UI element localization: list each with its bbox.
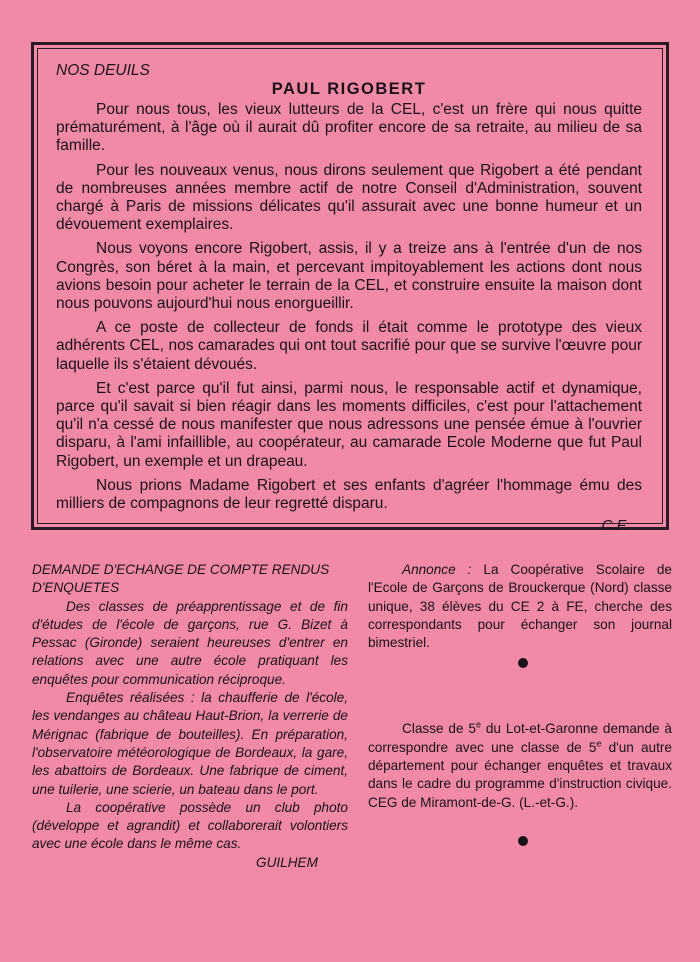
superscript: e	[596, 738, 602, 749]
announcements-column	[368, 561, 672, 812]
obituary-paragraph: Nous voyons encore Rigobert, assis, il y a treize ans à l'entrée d'un de nos Congrès, son béret à la main, et percevant impitoyablement les actions dont nous avions besoin pour acheter le terrain de la CEL, et construire ensuite la maison dont nous pouvons aujourd'hui nous enorgueillir.	[56, 240, 642, 313]
second-announcement-text: d'un autre département pour échanger enquêtes et travaux dans le cadre du programme d'instruction civique. CEG de Miramont-de-G. (L.-et-G.).	[368, 739, 672, 810]
obituary-title: PAUL RIGOBERT	[271, 80, 427, 98]
announcement-label: Annonce :	[402, 562, 472, 577]
announcement-text: La Coopérative Scolaire de l'Ecole de Garçons de Brouckerque (Nord) classe unique, 38 élèves du CE 2 à FE, cherche des correspondants pour échanger son journal bimestriel.	[368, 562, 672, 651]
exchange-request-column	[32, 561, 348, 872]
obituary-box	[31, 42, 669, 535]
exchange-request-paragraph: La coopérative possède un club photo (développe et agrandit) et collaborerait volontiers avec une école dans le même cas.	[32, 799, 348, 852]
second-announcement-text: du Lot-et-Garonne demande à correspondre avec une classe de 5	[368, 721, 672, 755]
exchange-request-paragraph: Enquêtes réalisées : la chaufferie de l'école, les vendanges au château Haut-Brion, la verrerie de Mérignac (fabrique de bouteilles). En préparation, l'observatoire météorologique de Bordeaux, la gare, les abattoirs de Bordeaux. Une fabrique de ciment, une tuilerie, une scierie, un bateau dans le port.	[32, 690, 348, 797]
announcement-paragraph	[368, 561, 672, 652]
superscript: e	[475, 719, 481, 730]
section-label: NOS DEUILS	[56, 62, 150, 79]
exchange-request-paragraph: Des classes de préapprentissage et de fin d'études de l'école de garçons, rue G. Bizet à Pessac (Gironde) seraient heureuses d'entrer en relations avec une autre école pratiquant les enquêtes pour communication réciproque.	[32, 598, 348, 687]
obituary-paragraph: Et c'est parce qu'il fut ainsi, parmi nous, le responsable actif et dynamique, parce qu'il savait si bien réagir dans les moments difficiles, c'est pour l'attachement qu'il n'a cessé de nous manifester que nous adressons une pensée émue à l'ouvrier disparu, à l'ami infaillible, au coopérateur, au camarade Ecole Moderne que fut Paul Rigobert, un exemple et un drapeau.	[56, 379, 642, 470]
second-announcement	[368, 720, 672, 811]
obituary-paragraph: A ce poste de collecteur de fonds il était comme le prototype des vieux adhérents CEL, nos camarades qui ont tout sacrifié pour que se survive l'œuvre pour laquelle ils s'étaient dévoués.	[56, 319, 642, 373]
obituary-paragraph: Pour nous tous, les vieux lutteurs de la CEL, c'est un frère qui nous quitte prématurément, à l'âge où il aurait dû profiter encore de sa retraite, au milieu de sa famille.	[56, 101, 642, 155]
bullet-separator	[518, 836, 528, 846]
obituary-box-inner	[37, 48, 663, 535]
obituary-signature: C.F.	[601, 517, 628, 535]
exchange-request-heading: DEMANDE D'ECHANGE DE COMPTE RENDUS D'ENQUETES	[32, 562, 330, 596]
obituary-paragraph: Nous prions Madame Rigobert et ses enfants d'agréer l'hommage ému des milliers de compagnons de leur regretté disparu.	[56, 476, 642, 513]
bullet-separator	[518, 658, 528, 668]
exchange-request-author: GUILHEM	[256, 854, 318, 870]
obituary-paragraph: Pour les nouveaux venus, nous dirons seulement que Rigobert a été pendant de nombreuses années membre actif de notre Conseil d'Administration, souvent chargé à Paris de missions délicates qu'il assurait avec une bonne humeur et un dévouement exemplaires.	[56, 161, 642, 234]
second-announcement-text: Classe de 5	[402, 721, 476, 737]
